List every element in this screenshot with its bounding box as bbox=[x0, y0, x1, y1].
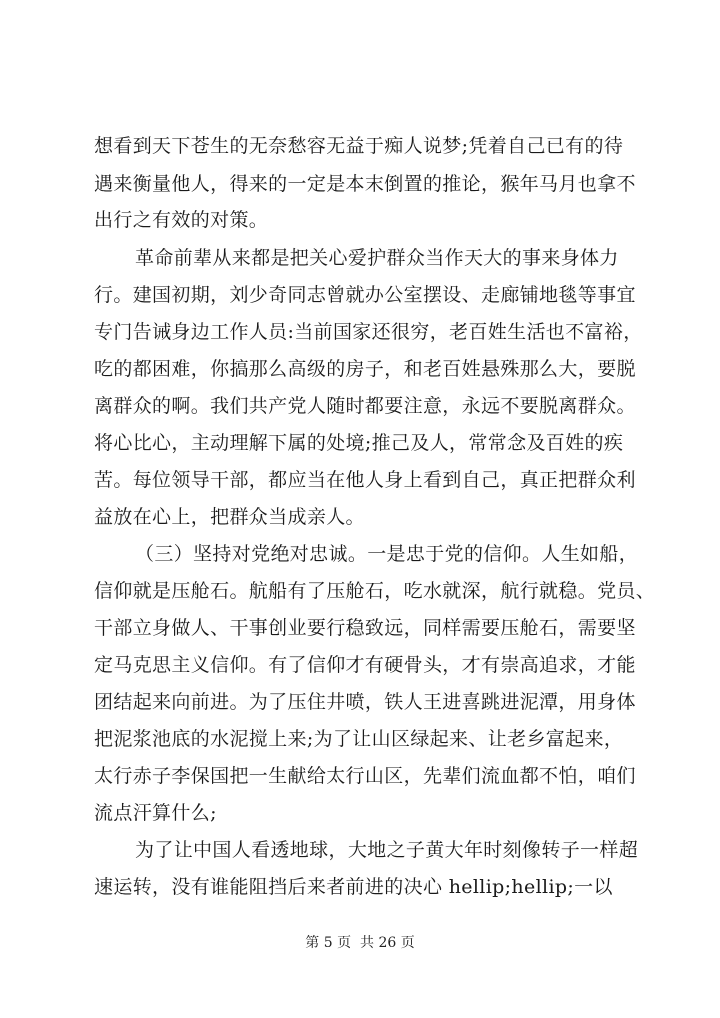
text-line: 革命前辈从来都是把关心爱护群众当作天大的事来身体力 bbox=[135, 247, 619, 269]
text-line: 定马克思主义信仰。有了信仰才有硬骨头，才有崇高追求，才能 bbox=[94, 654, 636, 676]
text-line: 干部立身做人、干事创业要行稳致远，同样需要压舱石，需要坚 bbox=[94, 617, 636, 639]
text-line: 太行赤子李保国把一生献给太行山区，先辈们流血都不怕，咱们 bbox=[94, 765, 636, 787]
text-line: 把泥浆池底的水泥搅上来;为了让山区绿起来、让老乡富起来， bbox=[94, 728, 624, 750]
text-line: 益放在心上，把群众当成亲人。 bbox=[94, 506, 365, 528]
text-line: 想看到天下苍生的无奈愁容无益于痴人说梦;凭着自己已有的待 bbox=[94, 135, 624, 157]
text-line: （三）坚持对党绝对忠诚。一是忠于党的信仰。人生如船， bbox=[135, 543, 639, 565]
text-line: 流点汗算什么; bbox=[94, 802, 217, 824]
text-line: 吃的都困难，你搞那么高级的房子，和老百姓悬殊那么大，要脱 bbox=[94, 358, 636, 380]
text-line: 离群众的啊。我们共产党人随时都要注意，永远不要脱离群众。 bbox=[94, 395, 636, 417]
text-line: 团结起来向前进。为了压住井喷，铁人王进喜跳进泥潭，用身体 bbox=[94, 691, 636, 713]
text-line: 信仰就是压舱石。航船有了压舱石，吃水就深，航行就稳。党员、 bbox=[94, 580, 656, 602]
text-line: 出行之有效的对策。 bbox=[94, 209, 269, 231]
page-number-label: 第 5 页 共 26 页 bbox=[305, 935, 415, 951]
text-line: 为了让中国人看透地球，大地之子黄大年时刻像转子一样超 bbox=[135, 839, 639, 861]
text-line: 专门告诫身边工作人员:当前国家还很穷，老百姓生活也不富裕， bbox=[94, 321, 643, 343]
text-line: 遇来衡量他人，得来的一定是本末倒置的推论，猴年马月也拿不 bbox=[94, 173, 636, 195]
page-number-footer bbox=[0, 934, 720, 952]
text-line: 速运转，没有谁能阻挡后来者前进的决心 hellip;hellip;一以 bbox=[94, 876, 613, 898]
text-line: 行。建国初期，刘少奇同志曾就办公室摆设、走廊铺地毯等事宜 bbox=[94, 284, 636, 306]
text-line: 将心比心，主动理解下属的处境;推己及人，常常念及百姓的疾 bbox=[94, 432, 624, 454]
text-line: 苦。每位领导干部，都应当在他人身上看到自己，真正把群众利 bbox=[94, 469, 636, 491]
